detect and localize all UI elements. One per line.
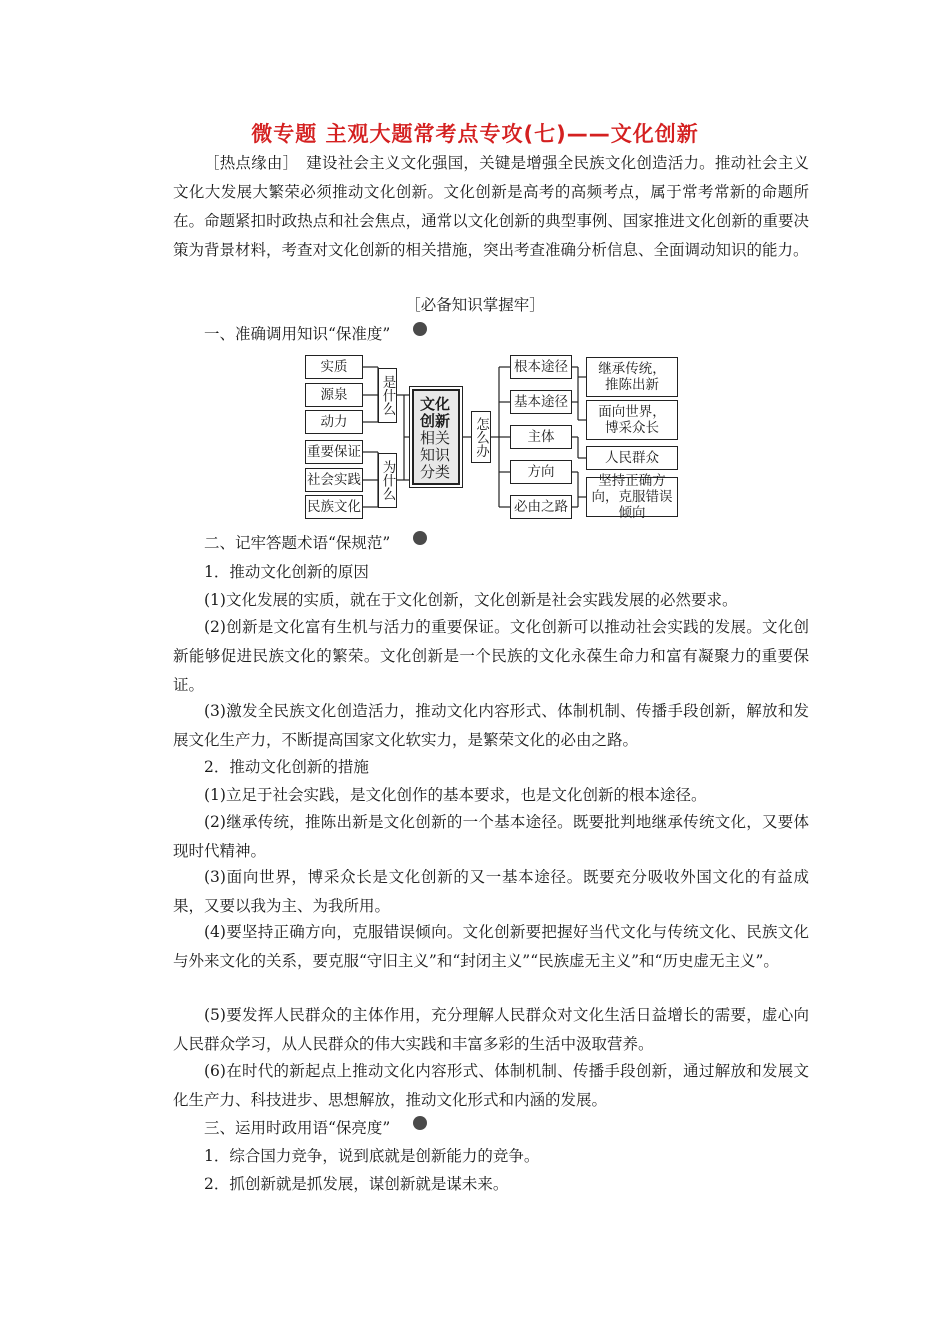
diagram-box-only-way: 必由之路 <box>510 495 572 519</box>
center-bold-2: 创新 <box>420 412 451 430</box>
reason-2: (2)创新是文化富有生机与活力的重要保证。文化创新可以推动社会实践的发展。文化创新能够促进民族文化的繁荣。文化创新是一个民族的文化永葆生命力和富有凝聚力的重要保证。 <box>173 618 809 694</box>
measure-2: (2)继承传统，推陈出新是文化创新的一个基本途径。既要批判地继承传统文化，又要体现时代精神。 <box>173 813 809 860</box>
measure-6: (6)在时代的新起点上推动文化内容形式、体制机制、传播手段创新，通过解放和发展文化生产力、科技进步、思想解放，推动文化形式和内涵的发展。 <box>173 1062 809 1109</box>
diagram-box-direction: 方向 <box>510 460 572 484</box>
diagram-box-essence: 实质 <box>305 355 363 379</box>
slogan-1: 1．综合国力竞争，说到底就是创新能力的竞争。 <box>204 1147 540 1165</box>
bullet-dot-icon <box>413 1116 427 1130</box>
page-title: 微专题 主观大题常考点专攻(七)——文化创新 <box>251 122 699 146</box>
measure-1: (1)立足于社会实践，是文化创作的基本要求，也是文化创新的根本途径。 <box>204 786 707 804</box>
diagram-label-why: 为什么 <box>378 453 397 508</box>
diagram-box-correct-direction: 坚持正确方向，克服错误倾向 <box>586 477 678 517</box>
diagram-box-source: 源泉 <box>305 383 363 407</box>
intro-paragraph: ［热点缘由］ 建设社会主义文化强国，关键是增强全民族文化创造活力。推动社会主义文化大发展大繁荣必须推动文化创新。文化创新是高考的高频考点，属于常考常新的命题所在。命题紧扣时政热点和社会焦点，通常以文化创新的典型事例、国家推进文化创新的重要决策为背景材料，考查对文化创新的相关措施，突出考查准确分析信息、全面调动知识的能力。 <box>173 154 809 259</box>
diagram-box-fundamental-path: 根本途径 <box>510 355 572 379</box>
diagram-box-inherit-tradition: 继承传统，推陈出新 <box>586 357 678 397</box>
diagram-box-guarantee: 重要保证 <box>305 440 363 464</box>
center-bold-1: 文化 <box>420 395 451 413</box>
diagram-center-box <box>412 389 460 485</box>
diagram-box-practice: 社会实践 <box>305 468 363 492</box>
diagram-box-people: 人民群众 <box>586 446 678 470</box>
slogan-2: 2．抓创新就是抓发展，谋创新就是谋未来。 <box>204 1175 509 1193</box>
measure-5: (5)要发挥人民群众的主体作用，充分理解人民群众对文化生活日益增长的需要，虚心向人民群众学习，从人民群众的伟大实践和丰富多彩的生活中汲取营养。 <box>173 1006 809 1053</box>
center-text-3: 分类 <box>420 463 451 481</box>
measure-3: (3)面向世界，博采众长是文化创新的又一基本途径。既要充分吸收外国文化的有益成果，又要以我为主、为我所用。 <box>173 868 809 915</box>
section-banner: ［必备知识掌握牢］ <box>405 296 545 314</box>
diagram-box-basic-path: 基本途径 <box>510 390 572 414</box>
bullet-dot-icon <box>413 531 427 545</box>
diagram-label-how: 怎么办 <box>471 411 491 463</box>
measure-4: (4)要坚持正确方向，克服错误倾向。文化创新要把握好当代文化与传统文化、民族文化与外来文化的关系，要克服“守旧主义”和“封闭主义”“民族虚无主义”和“历史虚无主义”。 <box>173 923 809 970</box>
section3-heading: 三、运用时政用语“保亮度” <box>204 1119 391 1137</box>
center-text-1: 相关 <box>420 429 451 447</box>
diagram-box-subject: 主体 <box>510 425 572 449</box>
reason-3: (3)激发全民族文化创造活力，推动文化内容形式、体制机制、传播手段创新，解放和发展文化生产力，不断提高国家文化软实力，是繁荣文化的必由之路。 <box>173 702 809 749</box>
section1-heading: 一、准确调用知识“保准度” <box>204 325 391 343</box>
diagram-box-face-world: 面向世界，博采众长 <box>586 400 678 440</box>
reason-1: (1)文化发展的实质，就在于文化创新，文化创新是社会实践发展的必然要求。 <box>204 591 738 609</box>
section2-heading: 二、记牢答题术语“保规范” <box>204 534 391 552</box>
section2-sub1: 1．推动文化创新的原因 <box>204 563 369 581</box>
section2-sub2: 2．推动文化创新的措施 <box>204 758 369 776</box>
center-text-2: 知识 <box>420 446 451 464</box>
diagram-box-driver: 动力 <box>305 410 363 434</box>
diagram-label-what: 是什么 <box>378 368 397 423</box>
diagram-box-national-culture: 民族文化 <box>305 495 363 519</box>
